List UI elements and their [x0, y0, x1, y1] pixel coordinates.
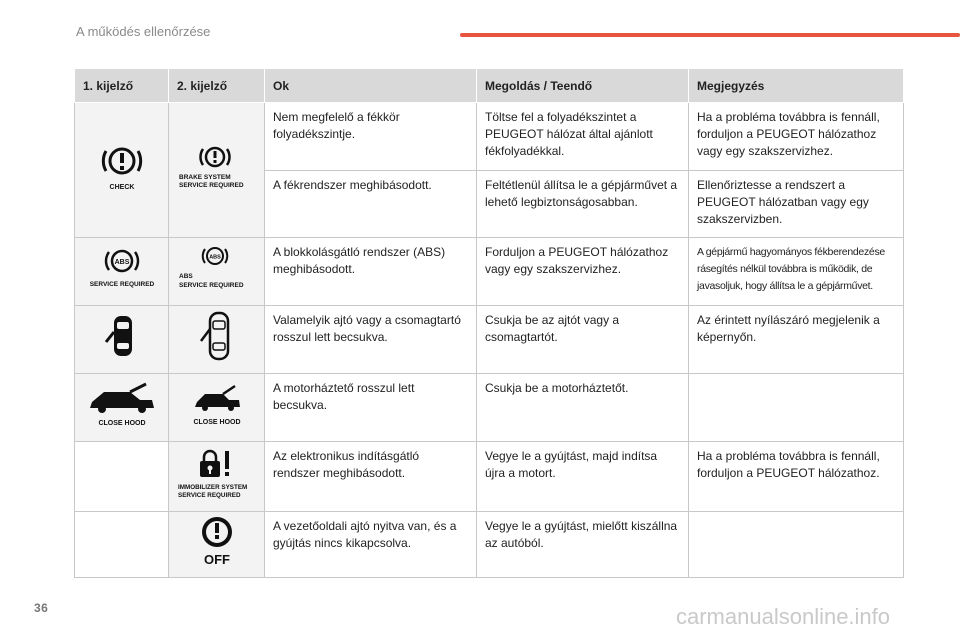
page-number: 36 [34, 601, 49, 615]
display1-cell [75, 238, 169, 306]
svg-text:CLOSE HOOD: CLOSE HOOD [97, 420, 146, 427]
col-header-note: Megjegyzés [689, 69, 904, 103]
section-title: A működés ellenőrzése [76, 24, 211, 39]
note-cell [689, 374, 904, 442]
cause-cell: Az elektronikus indításgátló rendszer meghibásodott. [265, 442, 477, 512]
display2-cell [169, 306, 265, 374]
warning-circle-icon [175, 143, 259, 193]
action-cell: Töltse fel a folyadékszintet a PEUGEOT hálózat által ajánlott fékfolyadékkal. [477, 103, 689, 171]
display1-cell [75, 103, 169, 238]
col-header-cause: Ok [265, 69, 477, 103]
abs-icon [175, 244, 259, 294]
car-door-open-icon [195, 309, 239, 365]
action-cell: Feltétlenül állítsa le a gépjárművet a lehető legbiztonságosabban. [477, 171, 689, 238]
display2-cell [169, 238, 265, 306]
display1-cell-empty [75, 512, 169, 578]
col-header-action: Megoldás / Teendő [477, 69, 689, 103]
cause-cell: A vezetőoldali ajtó nyitva van, és a gyújtás nincs kikapcsolva. [265, 512, 477, 578]
svg-text:SERVICE REQUIRED: SERVICE REQUIRED [89, 281, 154, 288]
table-row [75, 103, 904, 171]
immobilizer-lock-icon [172, 447, 262, 501]
note-cell: Ellenőriztesse a rendszert a PEUGEOT hálózatban vagy egy szakszervizben. [689, 171, 904, 238]
table-header-row [75, 69, 904, 103]
action-cell: Forduljon a PEUGEOT hálózathoz vagy egy szakszervizhez. [477, 238, 689, 306]
svg-text:ABS: ABS [208, 254, 221, 261]
display2-cell [169, 442, 265, 512]
action-cell: Vegye le a gyújtást, mielőtt kiszállna az autóból. [477, 512, 689, 578]
car-hood-open-icon [82, 380, 162, 430]
action-cell: Vegye le a gyújtást, majd indítsa újra a motort. [477, 442, 689, 512]
table-row [75, 238, 904, 306]
note-cell: Ha a probléma továbbra is fennáll, forduljon a PEUGEOT hálózathoz. [689, 442, 904, 512]
ignition-key-icon [187, 512, 247, 572]
abs-icon [80, 246, 164, 292]
svg-text:IMMOBILIZER SYSTEM: IMMOBILIZER SYSTEM [177, 484, 247, 491]
cause-cell: A fékrendszer meghibásodott. [265, 171, 477, 238]
display1-cell-empty [75, 442, 169, 512]
warning-circle-icon [92, 143, 152, 193]
note-cell: Ha a probléma továbbra is fennáll, forduljon a PEUGEOT hálózathoz vagy egy szakszervizhez. [689, 103, 904, 171]
svg-text:BRAKE SYSTEM: BRAKE SYSTEM [178, 173, 231, 181]
col-header-display1: 1. kijelző [75, 69, 169, 103]
note-cell: A gépjármű hagyományos fékberendezése rásegítés nélkül továbbra is működik, de javasoljuk, hogy állítsa le a gépjárművet. [689, 238, 904, 306]
display1-cell [75, 374, 169, 442]
svg-text:ABS: ABS [114, 259, 129, 266]
svg-text:SERVICE REQUIRED: SERVICE REQUIRED [177, 492, 241, 499]
car-hood-open-icon [175, 380, 259, 430]
svg-text:CLOSE HOOD: CLOSE HOOD [192, 419, 241, 426]
watermark: carmanualsonline.info [676, 604, 891, 629]
display2-cell [169, 374, 265, 442]
note-cell: Az érintett nyílászáró megjelenik a képernyőn. [689, 306, 904, 374]
note-cell [689, 512, 904, 578]
cause-cell: Valamelyik ajtó vagy a csomagtartó rosszul lett becsukva. [265, 306, 477, 374]
table-row [75, 512, 904, 578]
cause-cell: A blokkolásgátló rendszer (ABS) meghibásodott. [265, 238, 477, 306]
action-cell: Csukja be a motorháztetőt. [477, 374, 689, 442]
header-accent-bar [460, 33, 960, 37]
svg-text:SERVICE REQUIRED: SERVICE REQUIRED [178, 181, 244, 189]
svg-text:ABS: ABS [178, 273, 193, 280]
cause-cell: Nem megfelelő a fékkör folyadékszintje. [265, 103, 477, 171]
table-row [75, 306, 904, 374]
svg-text:OFF: OFF [203, 552, 230, 567]
col-header-display2: 2. kijelző [169, 69, 265, 103]
cause-cell: A motorháztető rosszul lett becsukva. [265, 374, 477, 442]
warning-table [74, 68, 904, 578]
table-row [75, 374, 904, 442]
table-row [75, 442, 904, 512]
display1-cell [75, 306, 169, 374]
display2-cell [169, 512, 265, 578]
svg-text:CHECK: CHECK [109, 183, 134, 191]
svg-text:SERVICE REQUIRED: SERVICE REQUIRED [178, 282, 244, 289]
car-door-open-icon [102, 312, 142, 362]
action-cell: Csukja be az ajtót vagy a csomagtartót. [477, 306, 689, 374]
display2-cell [169, 103, 265, 238]
